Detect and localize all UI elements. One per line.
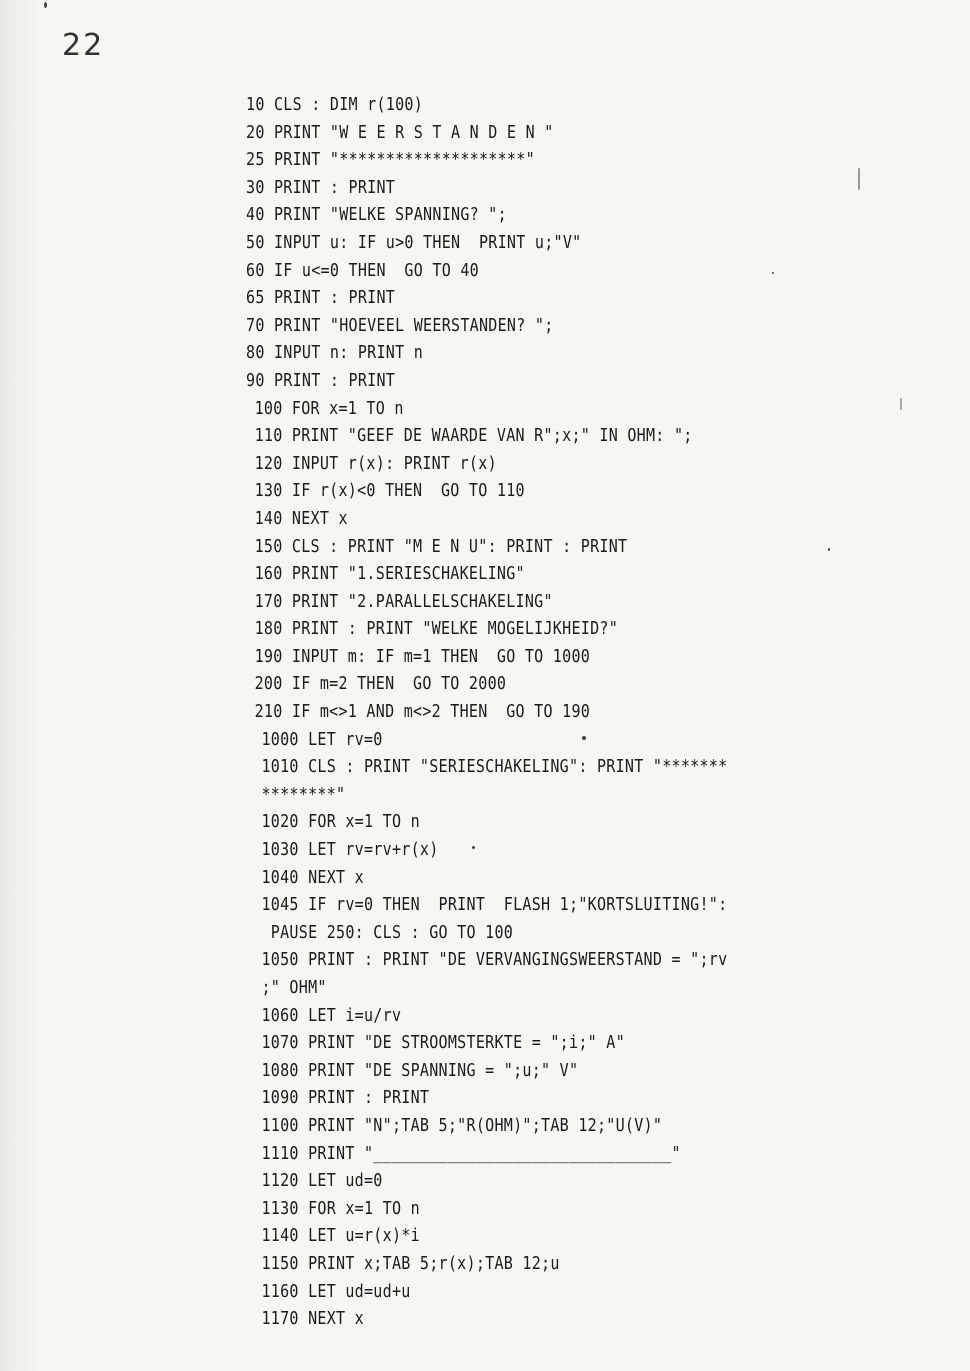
- code-line: 1040 NEXT x: [261, 867, 364, 888]
- code-line: 160 PRINT "1.SERIESCHAKELING": [254, 564, 525, 585]
- code-line: 30 PRINT : PRINT: [246, 177, 396, 198]
- code-line: 25 PRINT "********************": [246, 150, 535, 171]
- code-line: 180 PRINT : PRINT "WELKE MOGELIJKHEID?": [254, 619, 619, 640]
- code-line: 140 NEXT x: [254, 508, 348, 529]
- code-line: 1030 LET rv=rv+r(x): [261, 840, 439, 861]
- code-line: 60 IF u<=0 THEN GO TO 40: [246, 260, 479, 281]
- code-line: 1160 LET ud=ud+u: [261, 1281, 411, 1302]
- code-line: 1120 LET ud=0: [261, 1171, 383, 1192]
- code-line: 90 PRINT : PRINT: [246, 370, 396, 391]
- code-line: 1010 CLS : PRINT "SERIESCHAKELING": PRINT "*******: [261, 757, 728, 778]
- page-edge-shadow: [0, 0, 40, 1371]
- code-line: 1140 LET u=r(x)*i: [261, 1226, 420, 1247]
- code-line: 1070 PRINT "DE STROOMSTERKTE = ";i;" A": [261, 1033, 625, 1054]
- code-line: 110 PRINT "GEEF DE WAARDE VAN R";x;" IN OHM: ";: [254, 426, 693, 447]
- code-line: 130 IF r(x)<0 THEN GO TO 110: [254, 481, 525, 502]
- code-line: 1100 PRINT "N";TAB 5;"R(OHM)";TAB 12;"U(V)": [261, 1115, 663, 1136]
- code-line: 1170 NEXT x: [261, 1309, 364, 1330]
- code-line: 70 PRINT "HOEVEEL WEERSTANDEN? ";: [246, 315, 554, 336]
- code-line: 1110 PRINT "________________________________": [261, 1143, 681, 1164]
- code-line: ;" OHM": [261, 978, 327, 998]
- code-line: 10 CLS : DIM r(100): [246, 95, 424, 115]
- code-line: 1045 IF rv=0 THEN PRINT FLASH 1;"KORTSLUITING!":: [261, 895, 728, 916]
- code-line: PAUSE 250: CLS : GO TO 100: [261, 922, 514, 943]
- code-line: 1020 FOR x=1 TO n: [261, 812, 420, 833]
- code-line: 80 INPUT n: PRINT n: [246, 343, 424, 364]
- code-line: 1150 PRINT x;TAB 5;r(x);TAB 12;u: [261, 1253, 560, 1274]
- code-line: 170 PRINT "2.PARALLELSCHAKELING": [254, 591, 553, 612]
- code-line: 100 FOR x=1 TO n: [254, 398, 404, 419]
- code-line: 1090 PRINT : PRINT: [261, 1088, 430, 1109]
- code-line: 1130 FOR x=1 TO n: [261, 1198, 420, 1219]
- code-line: 50 INPUT u: IF u>0 THEN PRINT u;"V": [246, 232, 582, 253]
- code-line: 120 INPUT r(x): PRINT r(x): [254, 453, 497, 474]
- code-line: 150 CLS : PRINT "M E N U": PRINT : PRINT: [254, 536, 628, 557]
- code-line: 1060 LET i=u/rv: [261, 1005, 402, 1026]
- code-line: 40 PRINT "WELKE SPANNING? ";: [246, 205, 507, 226]
- code-line: 1050 PRINT : PRINT "DE VERVANGINGSWEERSTAND = ";rv: [261, 950, 728, 971]
- code-line: 1000 LET rv=0: [261, 729, 383, 750]
- code-line: 1080 PRINT "DE SPANNING = ";u;" V": [261, 1060, 579, 1081]
- scan-speck: [44, 2, 47, 8]
- code-line: 65 PRINT : PRINT: [246, 288, 396, 309]
- basic-program-listing: [246, 92, 946, 1334]
- code-line: 190 INPUT m: IF m=1 THEN GO TO 1000: [254, 646, 591, 667]
- page-number: 22: [62, 28, 105, 63]
- code-line: ********": [261, 784, 346, 805]
- code-line: 210 IF m<>1 AND m<>2 THEN GO TO 190: [254, 702, 591, 723]
- code-line: 20 PRINT "W E E R S T A N D E N ": [246, 122, 554, 143]
- code-line: 200 IF m=2 THEN GO TO 2000: [254, 674, 507, 695]
